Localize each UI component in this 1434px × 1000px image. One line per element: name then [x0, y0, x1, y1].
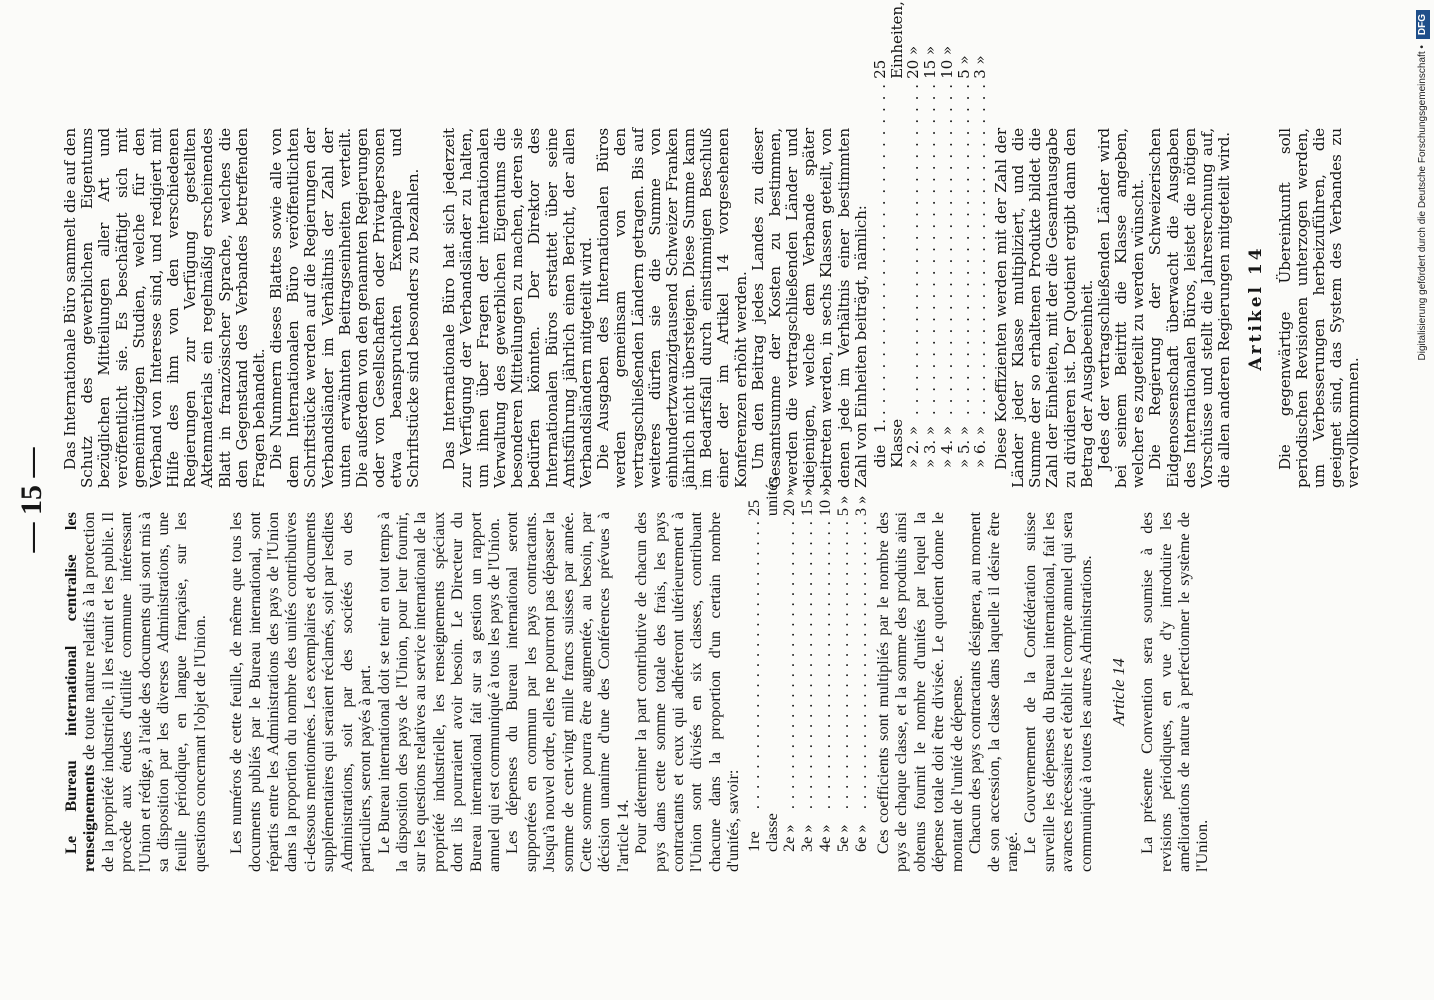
german-paragraph-8: Die Regierung der Schweizerischen Eidgenossenschaft überwacht die Ausgaben des Internationalen Büros, leistet die nötigen Vorschüsse und stellt die Jahresrechnung auf, die allen anderen Regierungen mitgeteilt wird.	[1146, 128, 1234, 488]
french-paragraph-5: Pour déterminer la part contributive de chacun des pays dans cette somme totale des frais, les pays contractants et ceux qui adhéreront ultérieurement à l'Union sont divisés en six classes, contribuant chacune dans la proportion d'un certain nombre d'unités, savoir:	[631, 512, 743, 872]
french-paragraph-2: Les numéros de cette feuille, de même que tous les documents publiés par le Bureau international, sont répartis entre les Administrations des pays de l'Union dans la proportion du nombre des unités contributives ci-dessous mentionnées. Les exemplaires et documents supplémentaires qui seraient réclamés, soit par lesdites Administrations, soit par des sociétés ou des particuliers, seront payés à part.	[226, 512, 375, 872]
french-column	[61, 477, 1322, 872]
german-column	[61, 1, 1363, 488]
german-paragraph-9: Die gegenwärtige Übereinkunft soll periodischen Revisionen unterzogen werden, um Verbesserungen herbeizuführen, die geeignet sind, das System des Verbandes zu vervollkommnen.	[1275, 128, 1363, 488]
class-row: » 2. » . . . 20 »	[905, 0, 922, 468]
german-paragraph-6: Diese Koeffizienten werden mit der Zahl der Länder jeder Klasse multipliziert, und die Summe der so erhaltenen Produkte bildet die Zahl der Einheiten, mit der die Gesamtausgabe zu dividieren ist. Der Quotient ergibt dann den Betrag der Ausgabeeinheit.	[991, 128, 1096, 488]
class-row: 4e » . . . 10 »	[816, 473, 834, 852]
class-row: 6e » . . . 3 »	[852, 473, 870, 852]
german-paragraph-2: Die Nummern dieses Blattes sowie alle von dem Internationalen Büro veröffentlichten Schriftstücke werden auf die Regierungen der Verbandsländer im Verhältnis der Zahl der unten erwähnten Beitragseinheiten verteilt. Die außerdem von den genannten Regierungen oder von Gesellschaften oder Privatpersonen etwa beanspruchten Exemplare und Schriftstücke sind besonders zu bezahlen.	[267, 128, 423, 488]
french-lead: Le Bureau international centralise les renseignements	[61, 512, 99, 872]
french-article-title: Article 14	[1108, 658, 1128, 726]
french-paragraph-6: Ces coefficients sont multipliés par le nombre des pays de chaque classe, et la somme des produits ainsi obtenus fournit le nombre d'unités par lequel la dépense totale doit être divisée. Le quotient donne le montant de l'unité de dépense.	[873, 512, 966, 872]
class-row: 5e » . . . 5 »	[834, 473, 852, 852]
class-row: die 1. Klasse . . . 25 Einheiten,	[872, 0, 905, 468]
german-paragraph-4: Die Ausgaben des Internationalen Büros werden gemeinsam von den vertragschließenden Ländern getragen. Bis auf weiteres dürfen sie die Summe von einhundertzwanzigtausend Schweizer Franken jährlich nicht übersteigen. Diese Summe kann im Bedarfsfall durch einstimmigen Beschluß einer der im Artikel 14 vorgesehenen Konferenzen erhöht werden.	[594, 128, 750, 488]
dfg-logo: DFG	[1416, 10, 1430, 39]
german-article-title: Artikel 14	[1246, 245, 1267, 371]
class-row: » 3. » . . . 15 »	[922, 0, 939, 468]
class-row: 2e » . . . 20 »	[780, 473, 798, 852]
class-row: » 5. » . . . 5 »	[956, 0, 973, 468]
page-number: — 15 —	[15, 447, 48, 553]
french-paragraph-7: Chacun des pays contractants désignera, au moment de son accession, la classe dans laquelle il désire être rangé.	[965, 512, 1021, 872]
german-class-table	[872, 0, 989, 468]
class-row: » 4. » . . . 10 »	[939, 0, 956, 468]
digitization-note: Digitalisierung gefördert durch die Deutsche Forschungsgemeinschaft •	[1417, 45, 1428, 361]
german-paragraph-3: Das Internationale Büro hat sich jederzeit zur Verfügung der Verbandsländer zu halten, um ihnen über Fragen der internationalen Verwaltung des gewerblichen Eigentums die besonderen Mitteilungen zu machen, deren sie bedürfen könnten. Der Direktor des Internationalen Büros erstattet über seine Amtsführung jährlich einen Bericht, der allen Verbandsländern mitgeteilt wird.	[439, 128, 595, 488]
german-paragraph-1: Das Internationale Büro sammelt die auf den Schutz des gewerblichen Eigentums bezüglichen Mitteilungen aller Art und veröffentlicht sie. Es beschäftigt sich mit gemeinnützigen Studien, welche für den Verband von Interesse sind, und redigiert mit Hilfe des ihm von den verschiedenen Regierungen zur Verfügung gestellten Aktenmaterials ein regelmäßig erscheinendes Blatt in französischer Sprache, welches die den Gegenstand des Verbandes betreffenden Fragen behandelt.	[61, 128, 268, 488]
french-paragraph-3: Le Bureau international doit se tenir en tout temps à la disposition des pays de l'Union, pour leur fournir, sur les questions relatives au service international de la propriété industrielle, les renseignements spéciaux dont ils pourraient avoir besoin. Le Directeur du Bureau international fait sur sa gestion un rapport annuel qui est communiqué à tous les pays de l'Union.	[373, 512, 503, 872]
french-paragraph-9: La présente Convention sera soumise à des revisions périodiques, en vue d'y introduire les améliorations de nature à perfectionner le système de l'Union.	[1137, 512, 1212, 872]
german-paragraph-5: Um den Beitrag jedes Landes zu dieser Gesamtsumme der Kosten zu bestimmen, werden die vertragschließenden Länder und diejenigen, welche dem Verbande später beitreten werden, in sechs Klassen geteilt, von denen jede im Verhältnis einer bestimmten Zahl von Einheiten beiträgt, nämlich:	[748, 128, 870, 488]
french-paragraph-8: Le Gouvernement de la Confédération suisse surveille les dépenses du Bureau international, fait les avances nécessaires et établit le compte annuel qui sera communiqué à toutes les autres Administrations.	[1020, 512, 1095, 872]
class-row: » 6. » . . . 3 »	[972, 0, 989, 468]
class-row: 3e » . . . 15 »	[798, 473, 816, 852]
french-paragraph-4: Les dépenses du Bureau international seront supportées en commun par les pays contractants. Jusqu'à nouvel ordre, elles ne pourront pas dépasser la somme de cent-vingt mille francs suisses par année. Cette somme pourra être augmentée, au besoin, par décision unanime d'une des Conférences prévues à l'article 14.	[502, 512, 632, 872]
german-paragraph-7: Jedes der vertragschließenden Länder wird bei seinem Beitritt die Klasse angeben, welcher es zugeteilt zu werden wünscht.	[1094, 128, 1148, 488]
class-row: 1re classe . . . 25 unités	[745, 473, 781, 852]
french-paragraph-1: Le Bureau international centralise les renseignements de toute nature relatifs à la protection de la propriété industrielle, il les réunit et les publie. Il procède aux études d'utilité commune intéressant l'Union et rédige, à l'aide des documents qui sont mis à sa disposition par les diverses Administrations, une feuille périodique, en langue française, sur les questions concernant l'objet de l'Union.	[61, 512, 209, 872]
french-class-table	[745, 473, 870, 852]
digitization-sidebar	[1416, 10, 1430, 990]
